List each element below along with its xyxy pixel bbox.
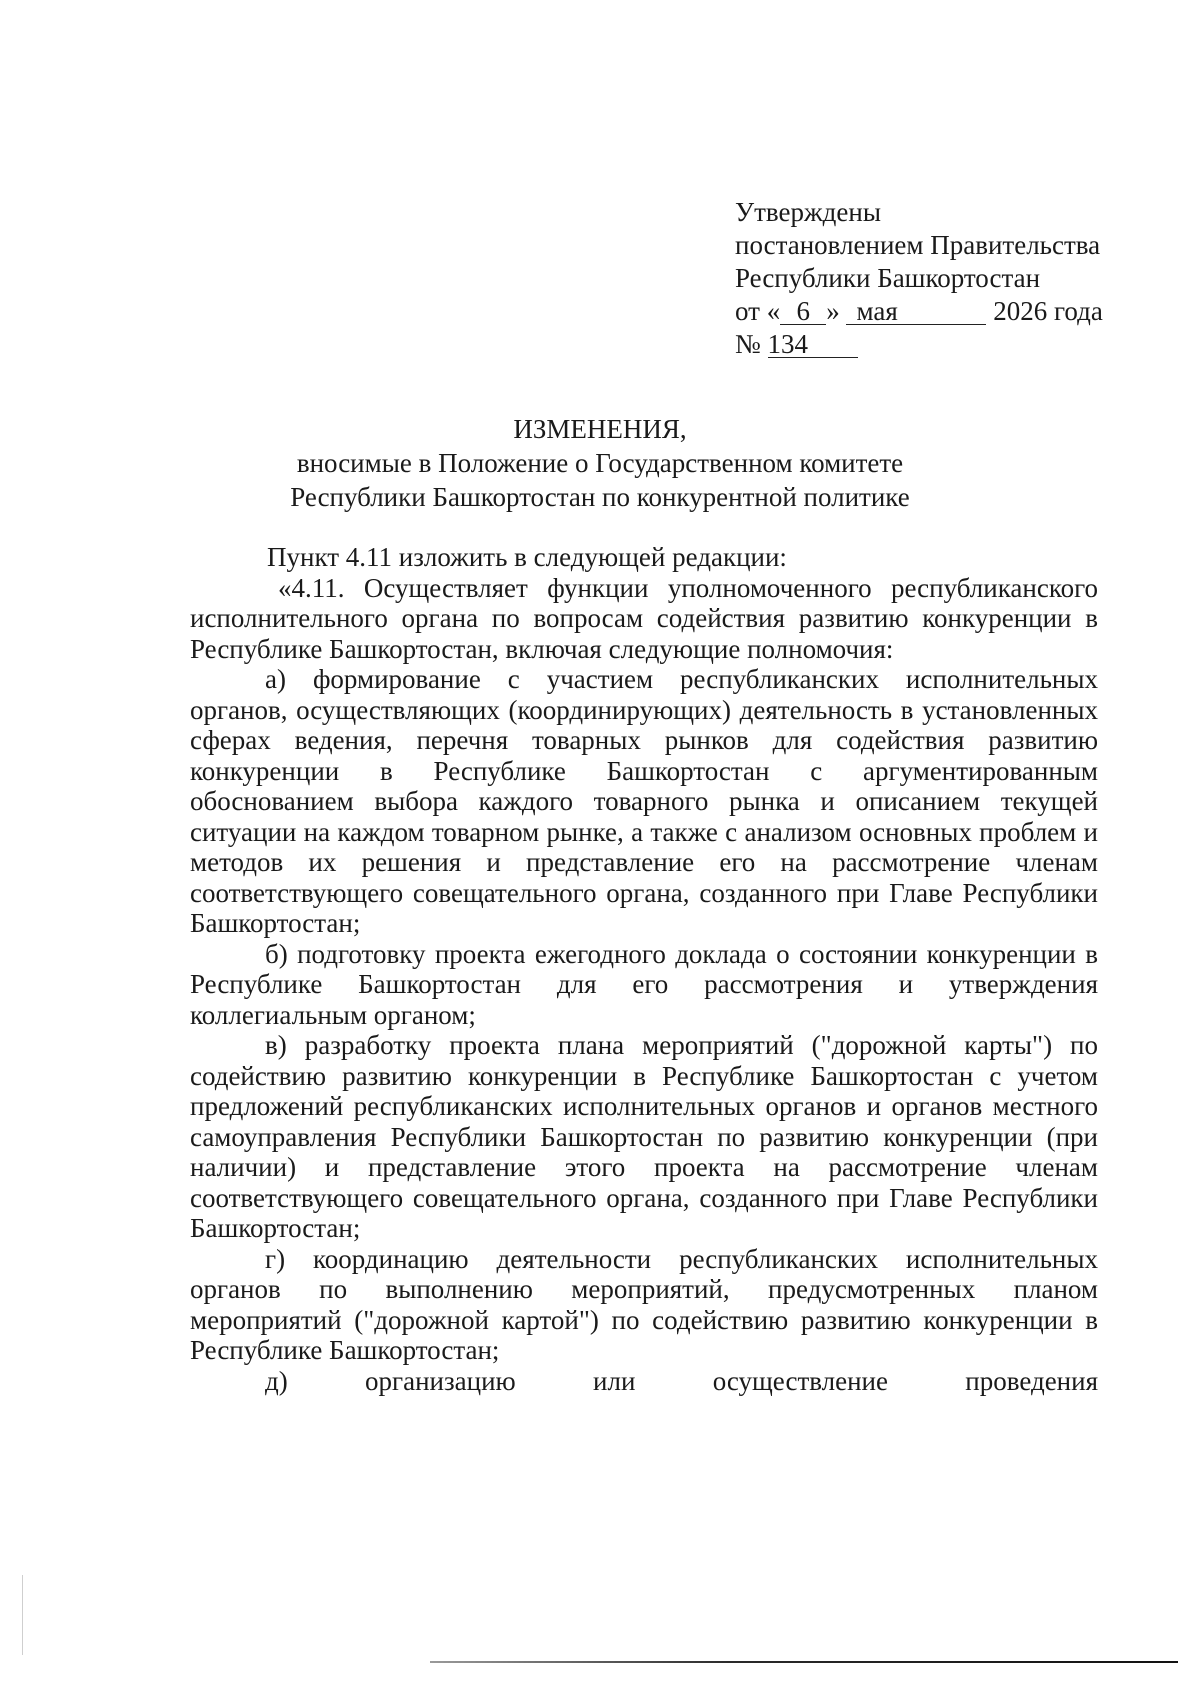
item-g-paragraph: г) координацию деятельности республиканских исполнительных органов по выполнению мероприятий, предусмотренных планом мероприятий ("дорожной картой") по содействию развитию конкуренции в Республике Башкортостан; xyxy=(190,1243,1098,1365)
item-b-paragraph: б) подготовку проекта ежегодного доклада о состоянии конкуренции в Республике Башкортостан для его рассмотрения и утверждения коллегиальным органом; xyxy=(190,938,1098,1030)
approval-block xyxy=(735,196,1155,361)
date-prefix: от « xyxy=(735,296,781,326)
scan-margin-mark xyxy=(22,1575,23,1655)
approval-date xyxy=(735,295,1155,328)
item-v-paragraph: в) разработку проекта плана мероприятий ("дорожной карты") по содействию развитию конкуренции в Республике Башкортостан с учетом предложений республиканских исполнительных органов и органов местного самоуправления Республики Башкортостан по развитию конкуренции (при наличии) и представление этого проекта на рассмотрение членам соответствующего совещательного органа, созданного при Главе Республики Башкортостан; xyxy=(190,1030,1098,1243)
date-year: 2026 года xyxy=(993,296,1103,326)
approval-line-2: постановлением Правительства xyxy=(735,230,1101,260)
scan-bottom-line xyxy=(430,1661,1178,1663)
document-heading xyxy=(0,412,1200,514)
heading-title: ИЗМЕНЕНИЯ, xyxy=(513,414,687,444)
approval-number xyxy=(735,328,1155,361)
date-day: 6 xyxy=(780,298,826,325)
date-mid: » xyxy=(826,296,840,326)
intro-paragraph: Пункт 4.11 изложить в следующей редакции: xyxy=(267,542,787,572)
approval-line-3: Республики Башкортостан xyxy=(735,263,1041,293)
date-month: мая xyxy=(846,298,986,325)
number-prefix: № xyxy=(735,329,761,359)
clause-paragraph: «4.11. Осуществляет функции уполномоченного республиканского исполнительного органа по вопросам содействия развитию конкуренции в Республике Башкортостан, включая следующие полномочия: xyxy=(190,572,1098,664)
number-value: 134 xyxy=(768,331,858,358)
approval-line-1: Утверждены xyxy=(735,197,881,227)
item-d-paragraph: д) организацию или осуществление проведения xyxy=(265,1365,1098,1396)
document-body xyxy=(190,542,1098,1396)
heading-line-3: Республики Башкортостан по конкурентной политике xyxy=(290,482,910,512)
item-a-paragraph: а) формирование с участием республиканских исполнительных органов, осуществляющих (координирующих) деятельность в установленных сферах ведения, перечня товарных рынков для содействия развитию конкуренции в Республике Башкортостан с аргументированным обоснованием выбора каждого товарного рынка и описанием текущей ситуации на каждом товарном рынке, а также с анализом основных проблем и методов их решения и представление его на рассмотрение членам соответствующего совещательного органа, созданного при Главе Республики Башкортостан; xyxy=(190,664,1098,938)
heading-line-2: вносимые в Положение о Государственном комитете xyxy=(296,448,904,478)
